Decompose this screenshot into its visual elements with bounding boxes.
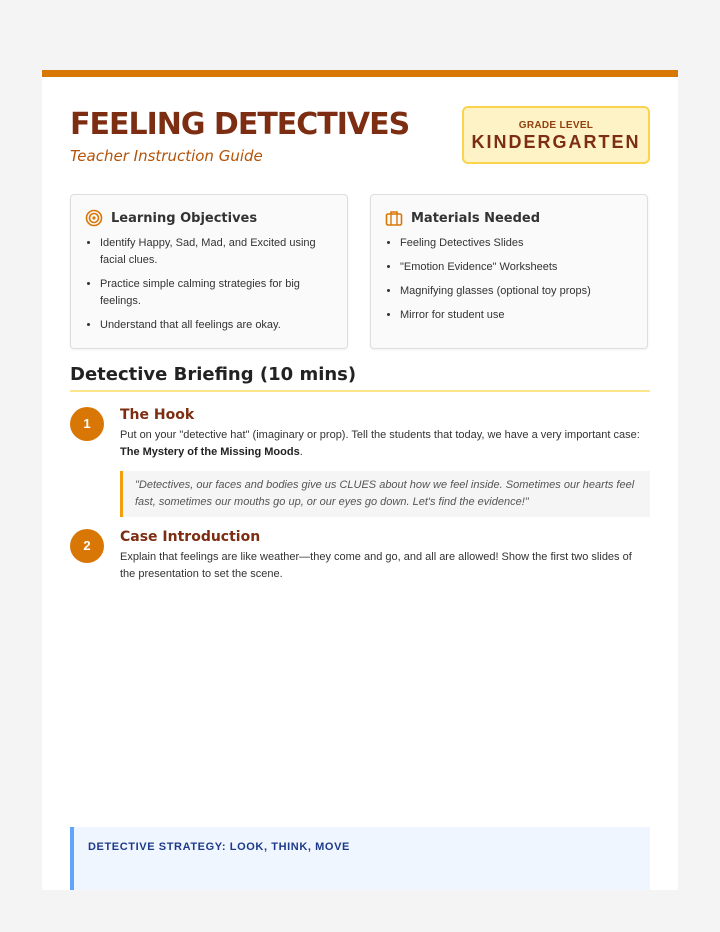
detective-strategy-box [70, 827, 650, 890]
step-number-badge: 1 [70, 407, 104, 441]
step-text: Explain that feelings are like weather—they come and go, and all are allowed! Show the first two slides of the presentation to set the scene. [120, 551, 632, 580]
briefcase-icon [385, 209, 403, 227]
materials-needed-header [385, 209, 633, 227]
page-subtitle: Teacher Instruction Guide [70, 147, 263, 165]
materials-needed-card [370, 194, 648, 349]
page-title: FEELING DETECTIVES [70, 107, 410, 142]
objective-item: • Identify Happy, Sad, Mad, and Excited using facial clues. [100, 235, 333, 269]
grade-level-value: KINDERGARTEN [471, 132, 641, 152]
step-text-end: . [299, 446, 303, 458]
objectives-list [85, 235, 333, 334]
learning-objectives-title: Learning Objectives [111, 210, 258, 226]
materials-needed-title: Materials Needed [411, 210, 541, 226]
instruction-page [42, 70, 678, 890]
step-title: The Hook [120, 407, 195, 423]
step-text [120, 427, 650, 461]
material-item: • Feeling Detectives Slides [400, 235, 633, 252]
step-body [120, 529, 650, 583]
learning-objectives-header [85, 209, 333, 227]
objective-item: • Understand that all feelings are okay. [100, 317, 333, 334]
objective-item: • Practice simple calming strategies for big feelings. [100, 276, 333, 310]
grade-level-label: GRADE LEVEL [518, 120, 594, 131]
step-number-badge: 2 [70, 529, 104, 563]
materials-list [385, 235, 633, 324]
material-item: • "Emotion Evidence" Worksheets [400, 259, 633, 276]
step-body [120, 407, 650, 517]
step-1 [70, 407, 650, 517]
case-name: The Mystery of the Missing Moods [120, 446, 300, 458]
grade-level-badge [462, 106, 650, 164]
step-text-intro: Put on your "detective hat" (imaginary or prop). Tell the students that today, we have a very important case: [120, 429, 640, 441]
step-2 [70, 529, 650, 583]
target-icon [85, 209, 103, 227]
learning-objectives-card [70, 194, 348, 349]
detective-briefing-heading: Detective Briefing (10 mins) [70, 364, 650, 392]
detective-strategy-title: DETECTIVE STRATEGY: LOOK, THINK, MOVE [88, 841, 350, 853]
step-title: Case Introduction [120, 529, 261, 545]
material-item: • Mirror for student use [400, 307, 633, 324]
material-item: • Magnifying glasses (optional toy props) [400, 283, 633, 300]
detective-quote: "Detectives, our faces and bodies give us CLUES about how we feel inside. Sometimes our hearts feel fast, sometimes our mouths go up, or our eyes go down. Let's find the evidence!" [120, 471, 650, 517]
